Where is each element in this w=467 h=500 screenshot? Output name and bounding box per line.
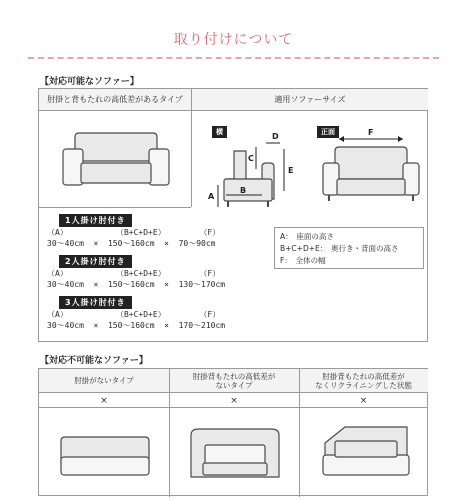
incompatible-section-label: 【対応不可能なソファー】: [40, 356, 148, 366]
no-armrest-mark: ×: [39, 394, 169, 408]
size-tag-2-seater: 2人掛け肘付き: [59, 255, 132, 268]
side-view-diagram: [204, 129, 294, 214]
dim-label-b: B: [240, 186, 247, 195]
size-row-3-values: 30～40cm × 150～160cm × 170～210cm: [47, 321, 226, 330]
size-row-3-header: （A） （B+C+D+E） （F）: [47, 310, 221, 319]
column-divider: [191, 89, 192, 207]
front-view-tag: 正面: [317, 126, 339, 138]
size-row-1-header: （A） （B+C+D+E） （F）: [47, 228, 221, 237]
no-armrest-header: 肘掛がないタイプ: [39, 369, 169, 393]
dim-label-d: D: [272, 132, 279, 141]
compatible-table: [38, 88, 428, 342]
flat-armrest-sofa-illustration: [185, 421, 285, 481]
dim-label-c: C: [248, 154, 254, 163]
legend-line-bcde: B+C+D+E： 奥行き・背面の高さ: [280, 244, 399, 253]
legend-line-a: A： 座面の高さ: [280, 232, 334, 241]
size-row-2-values: 30～40cm × 150～160cm × 130～170cm: [47, 280, 226, 289]
dimension-legend: [274, 227, 424, 269]
dim-label-f: F: [368, 128, 374, 137]
reclining-header: 肘掛背もたれの高低差が なくリクライニングした状態: [299, 369, 428, 393]
column-divider-2: [299, 369, 300, 497]
size-tag-3-seater: 3人掛け肘付き: [59, 296, 132, 309]
dim-label-e: E: [288, 166, 294, 175]
no-height-diff-mark: ×: [169, 394, 299, 408]
no-height-diff-header: 肘掛背もたれの高低差が ないタイプ: [169, 369, 299, 393]
armless-sofa-illustration: [55, 421, 155, 481]
column-divider-1: [169, 369, 170, 497]
front-view-diagram: [311, 129, 421, 214]
size-row-2-header: （A） （B+C+D+E） （F）: [47, 269, 221, 278]
page-title: 取り付けについて: [173, 32, 294, 48]
size-tag-1-seater: 1人掛け肘付き: [59, 214, 132, 227]
size-row-1-values: 30～40cm × 150～160cm × 70～90cm: [47, 239, 216, 248]
title-divider: [28, 57, 439, 59]
dim-label-a: A: [208, 192, 215, 201]
right-header: 適用ソファーサイズ: [192, 89, 428, 111]
reclined-sofa-illustration: [315, 421, 415, 481]
side-view-tag: 横: [212, 126, 227, 138]
reclining-mark: ×: [299, 394, 428, 408]
left-header: 肘掛と背もたれの高低差があるタイプ: [39, 89, 191, 111]
sofa-with-armrests-illustration: [61, 127, 171, 197]
legend-line-f: F： 全体の幅: [280, 256, 326, 265]
row-divider: [39, 207, 191, 208]
compatible-section-label: 【対応可能なソファー】: [40, 77, 139, 87]
incompatible-table: [38, 368, 428, 496]
